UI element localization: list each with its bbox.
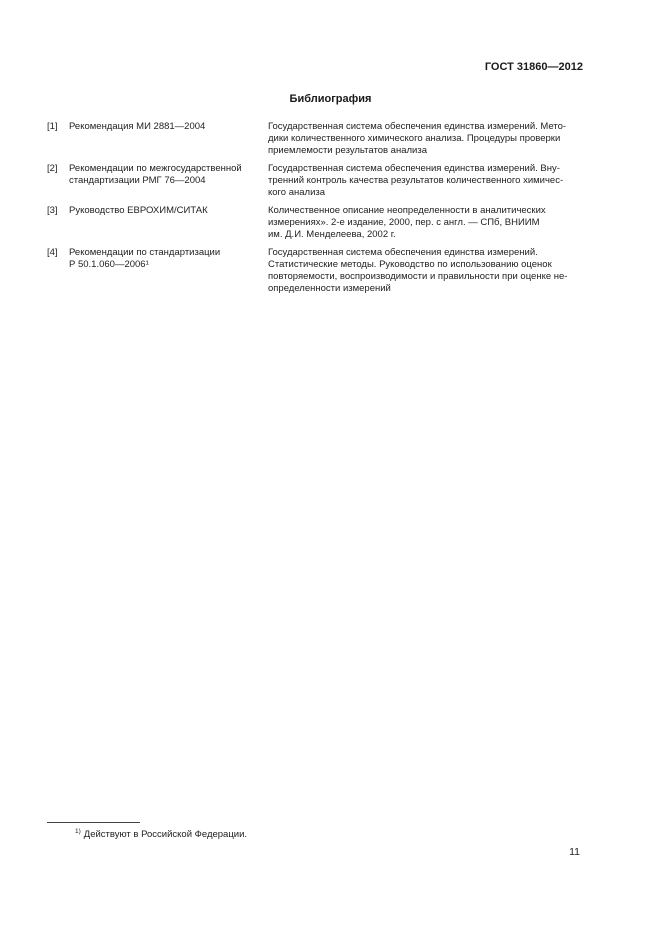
entry-source — [69, 163, 268, 199]
description-line: Государственная система обеспечения единства измерений. Мето- — [268, 121, 567, 132]
source-line: стандартизации РМГ 76—2004 — [69, 175, 206, 186]
description-line: Государственная система обеспечения единства измерений. Вну- — [268, 163, 560, 174]
description-line: им. Д.И. Менделеева, 2002 г. — [268, 229, 396, 240]
description-line: тренний контроль качества результатов количественного химичес- — [268, 175, 564, 186]
entry-source — [69, 205, 268, 241]
bibliography-list — [47, 121, 583, 301]
entry-description — [268, 163, 583, 199]
entry-source — [69, 247, 268, 295]
description-line: определенности измерений — [268, 283, 391, 294]
description-line: дики количественного химического анализа. Процедуры проверки — [268, 133, 561, 144]
bibliography-entry — [47, 205, 583, 241]
entry-source — [69, 121, 268, 157]
source-line: Рекомендации по межгосударственной — [69, 163, 242, 174]
description-line: Статистические методы. Руководство по использованию оценок — [268, 259, 552, 270]
entry-description — [268, 121, 583, 157]
footnote-divider — [47, 822, 140, 823]
source-line: Рекомендации по стандартизации — [69, 247, 221, 258]
entry-number: [3] — [47, 205, 58, 216]
bibliography-entry — [47, 163, 583, 199]
entry-description — [268, 247, 583, 295]
source-line: Рекомендация МИ 2881—2004 — [69, 121, 206, 132]
description-line: повторяемости, воспроизводимости и правильности при оценке не- — [268, 271, 568, 282]
description-line: кого анализа — [268, 187, 326, 198]
footnote-marker: 1) — [75, 828, 81, 835]
source-line: Р 50.1.060—2006¹ — [69, 259, 149, 270]
footnote — [75, 828, 247, 840]
entry-number: [1] — [47, 121, 58, 132]
entry-number: [4] — [47, 247, 58, 258]
description-line: измерениях». 2-е издание, 2000, пер. с англ. — СПб, ВНИИМ — [268, 217, 540, 228]
page-title: Библиография — [289, 93, 372, 105]
entry-number: [2] — [47, 163, 58, 174]
bibliography-entry — [47, 121, 583, 157]
entry-description — [268, 205, 583, 241]
bibliography-entry — [47, 247, 583, 295]
description-line: приемлемости результатов анализа — [268, 145, 427, 156]
document-id: ГОСТ 31860—2012 — [484, 61, 583, 73]
description-line: Государственная система обеспечения единства измерений. — [268, 247, 538, 258]
source-line: Руководство ЕВРОХИМ/СИТАК — [69, 205, 208, 216]
description-line: Количественное описание неопределенности в аналитических — [268, 205, 546, 216]
page-number: 11 — [569, 846, 580, 858]
footnote-text: Действуют в Российской Федерации. — [83, 829, 248, 840]
